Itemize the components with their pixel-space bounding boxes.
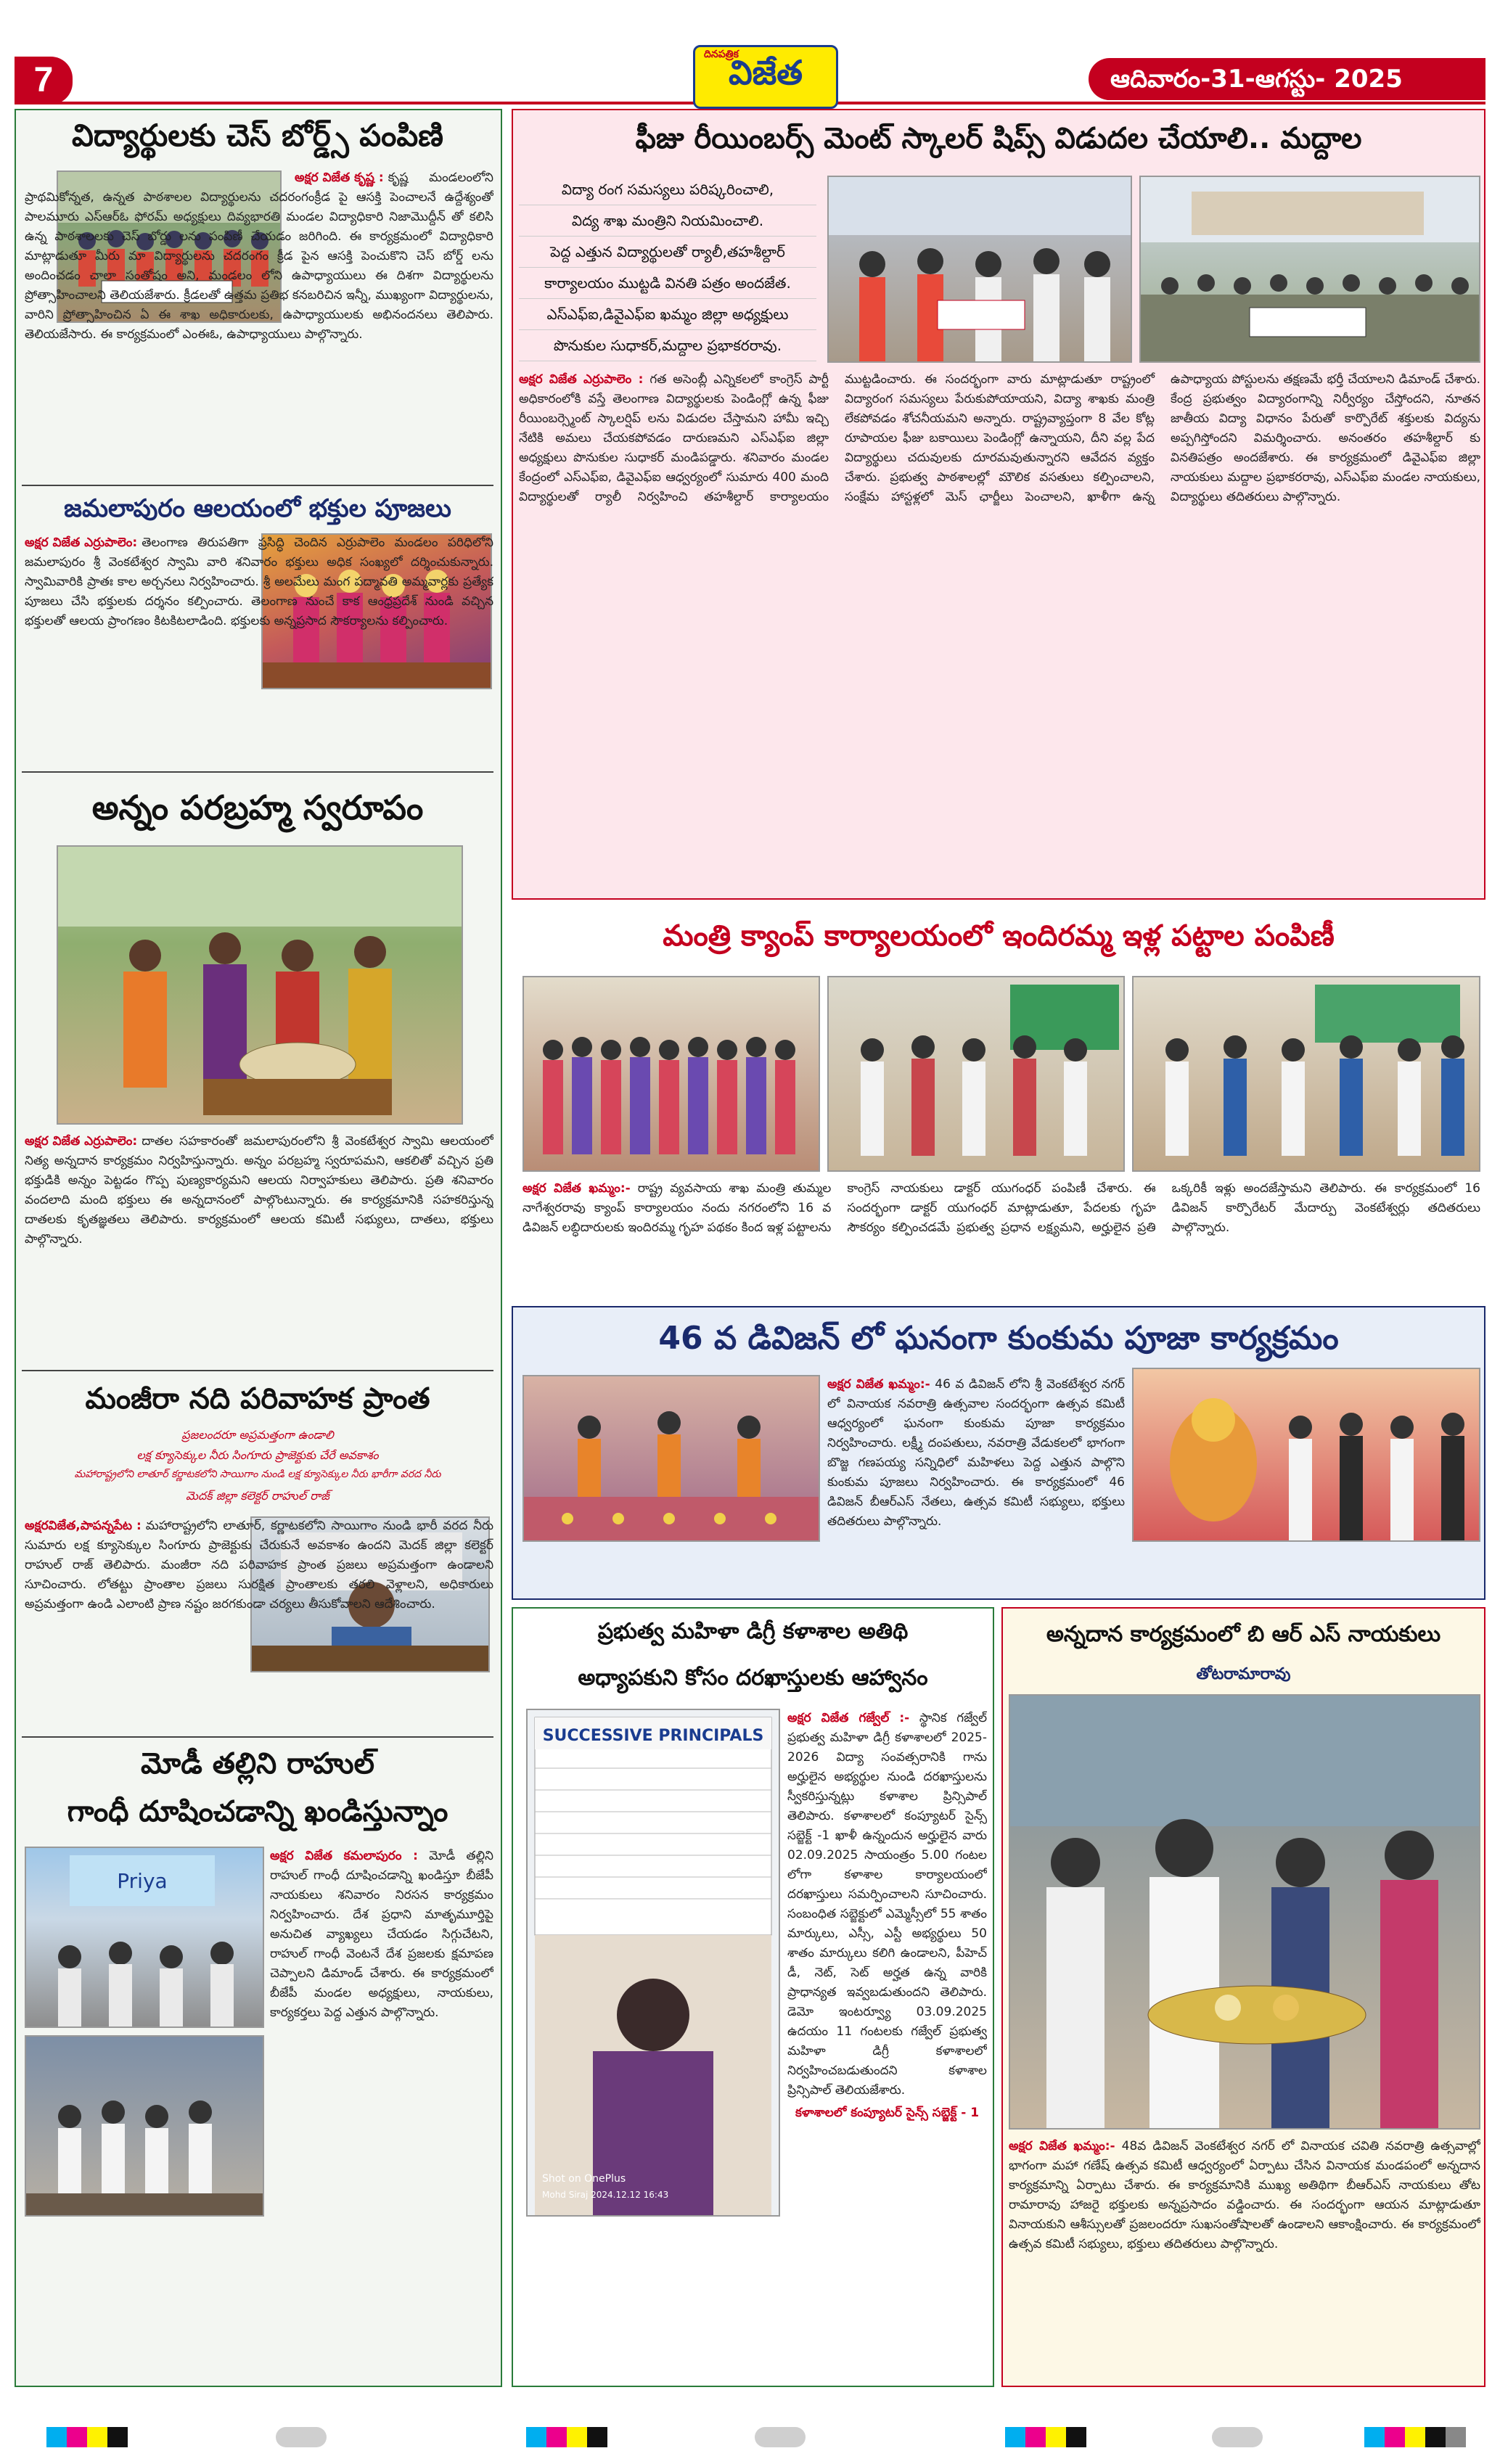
annam-body-text: దాతల సహకారంతో జమలాపురంలోని శ్రీ వెంకటేశ్వర స్వామి ఆలయంలో నిత్య అన్నదాన కార్యక్రమం నిర్వహిస్తున్నారు. అన్నం పరబ్రహ్మ స్వరూపమని, ఆకలితో వచ్చిన ప్రతి భక్తుడికి అన్నం పెట్టడం గొప్ప పుణ్యకార్యమని ఆలయ నిర్వాహకులు తెలిపారు. ప్రతి శనివారం వందలాది మంది భక్తులు ఈ అన్నదానంలో పాల్గొంటున్నారు. ఈ కార్యక్రమానికి సహకరిస్తున్న దాతలకు కృతజ్ఞతలు తెలిపారు. కార్యక్రమంలో ఆలయ కమిటీ సభ్యులు, దాతలు, భక్తులు పాల్గొన్నారు. — [25, 1134, 493, 1247]
degree-photo-illustration — [528, 1710, 779, 2215]
magenta-swatch — [1025, 2427, 1046, 2447]
page-number: 7 — [15, 57, 73, 104]
jamalapuram-byline: అక్షర విజేత ఎర్రుపాలెం: — [25, 535, 138, 550]
degree-headline-line-2: అధ్యాపకుని కోసం దరఖాస్తులకు ఆహ్వానం — [578, 1665, 928, 1691]
kumkuma-byline: అక్షర విజేత ఖమ్మం:- — [827, 1377, 930, 1392]
annam-photo-illustration — [58, 847, 462, 1123]
fees-photo-2-illustration — [1141, 177, 1479, 361]
kumkuma-body-text: 46 వ డివిజన్ లోని శ్రీ వెంకటేశ్వర నగర్ లో వినాయక నవరాత్రి ఉత్సవాల సందర్భంగా ఉత్సవ కమిటీ ఆధ్వర్యంలో ఘనంగా కుంకుమ పూజా కార్యక్రమం నిర్వహించారు. లక్ష్మీ దంపతులు, నవరాత్రి వేడుకలలో భాగంగా బొజ్జ గణపయ్య సన్నిధిలో మహిళలు పెద్ద ఎత్తున పాల్గొని కుంకుమ పూజలు నిర్వహించారు. ఈ కార్యక్రమంలో 46 డివిజన్ బీఆర్ఎస్ నేతలు, ఉత్సవ కమిటీ సభ్యులు, భక్తులు తదితరులు పాల్గొన్నారు. — [827, 1377, 1125, 1529]
masthead-logo — [693, 45, 838, 109]
indiramma-photo-1-illustration — [524, 977, 819, 1170]
black-swatch — [587, 2427, 607, 2447]
manjira-subtitle-2: లక్ష క్యూసెక్కుల నీరు సింగూరు ప్రాజెక్టుకు చేరే అవకాశం — [136, 1448, 379, 1462]
indiramma-photo-3 — [1132, 976, 1480, 1172]
cyan-swatch — [46, 2427, 67, 2447]
fees-bullet-5: ఎస్ఎఫ్ఐ,డివైఎఫ్ఐ ఖమ్మం జిల్లా అధ్యక్షులు — [519, 299, 816, 330]
modi-photo-1-illustration — [26, 1848, 263, 2026]
annadanam-headline: అన్నదాన కార్యక్రమంలో బి ఆర్ ఎస్ నాయకులు — [1046, 1622, 1441, 1647]
manjira-headline: మంజీరా నది పరివాహక ప్రాంత — [85, 1382, 430, 1416]
degree-body — [787, 1709, 987, 2376]
registration-pill-1 — [276, 2427, 327, 2447]
registration-marks-left — [46, 2427, 128, 2447]
yellow-swatch — [1405, 2427, 1425, 2447]
fees-byline: అక్షర విజేత ఎర్రుపాలెం : — [519, 372, 644, 387]
photo-watermark-line-1: Shot on OnePlus — [542, 2173, 626, 2185]
fees-bullet-6: పొనుకుల సుధాకర్,మద్దాల ప్రభాకరరావు. — [519, 330, 816, 361]
chess-byline: అక్షర విజేత కృష్ణ : — [295, 171, 384, 185]
divider-3 — [22, 1370, 493, 1371]
indiramma-photo-2 — [827, 976, 1125, 1172]
modi-body — [270, 1847, 493, 2383]
yellow-swatch — [1046, 2427, 1066, 2447]
degree-section-heading: కళాశాలలో కంప్యూటర్ సైన్స్ సబ్జెక్ట్ - 1 — [795, 2106, 980, 2120]
board-title: SUCCESSIVE PRINCIPALS — [542, 1727, 764, 1745]
fees-headline: ఫీజు రీయింబర్స్ మెంట్ స్కాలర్ షిప్స్ విడుదల చేయాలి.. మద్దాల — [635, 122, 1362, 155]
cyan-swatch — [1005, 2427, 1025, 2447]
issue-date: ఆదివారం-31-ఆగస్టు- 2025 — [1089, 58, 1485, 100]
degree-headline-line-1: ప్రభుత్వ మహిళా డిగ్రీ కళాశాల అతిథి — [597, 1619, 909, 1644]
annam-photo — [57, 845, 463, 1125]
degree-photo — [526, 1709, 780, 2217]
fees-bullets — [519, 174, 816, 363]
magenta-swatch — [1385, 2427, 1405, 2447]
annadanam-photo-illustration — [1010, 1696, 1479, 2128]
modi-photo-2 — [25, 2035, 264, 2217]
modi-headline-line-1: మోడీ తల్లిని రాహుల్ — [141, 1747, 374, 1781]
jamalapuram-headline: జమలాపురం ఆలయంలో భక్తుల పూజలు — [64, 494, 451, 523]
cyan-swatch — [1364, 2427, 1385, 2447]
modi-headline-line-2: గాంధీ దూషించడాన్ని ఖండిస్తున్నాం — [67, 1795, 448, 1828]
manjira-body-text: మహారాష్ట్రలోని లాతూర్, కర్ణాటకలోని సాయిగాం నుండి భారీ వరద నీరు సుమారు లక్ష క్యూసెక్కుల సింగూరు ప్రాజెక్టుకు చేరుకునే అవకాశం ఉందని మెదక్ జిల్లా కలెక్టర్ రాహుల్ రాజ్ తెలిపారు. మంజీరా నది పరివాహక ప్రాంత ప్రజలు అప్రమత్తంగా ఉండాలని సూచించారు. లోతట్టు ప్రాంతాల ప్రజలు సురక్షిత ప్రాంతాలకు తరలి వెళ్లాలని, అధికారులు అప్రమత్తంగా ఉండి ఎలాంటి ప్రాణ నష్టం జరగకుండా చర్యలు తీసుకోవాలని ఆదేశించారు. — [25, 1519, 493, 1611]
indiramma-photo-1 — [522, 976, 820, 1172]
magenta-swatch — [546, 2427, 567, 2447]
indiramma-headline: మంత్రి క్యాంప్ కార్యాలయంలో ఇందిరమ్మ ఇళ్ల పట్టాల పంపిణీ — [663, 919, 1335, 953]
divider-4 — [22, 1736, 493, 1738]
chess-body-text: కృష్ణ మండలంలోని ప్రాథమికోన్నత, ఉన్నత పాఠశాలల విద్యార్థులను చదరంగంక్రీడ పై ఆసక్తి పెంచాలనే ఉద్దేశ్యంతో పాలమూరు ఎస్ఆర్ఓ ఫోరమ్ అధ్యక్షులు దివ్యభారతి మండల విద్యాధికారి నిజామొద్దీన్ తో కలిసి ఉన్న పాఠశాలలకు చెస్ బోర్డు లను పంపిణీ చేయడం జరిగింది. ఈ కార్యక్రమంలో విద్యాధికారి మాట్లాడుతూ మీరు మా విద్యార్థులను చదరంగం క్రీడ పైన ఆసక్తి పెంచుకొని చెస్ బోర్డ్ లను అందించడం చాలా సంతోషం అని, మండలం లోని ఉపాధ్యాయులు ఈ దిశగా విద్యార్థులను ప్రోత్సాహించాలని తెలియజేశారు. క్రీడలతో ఉత్తమ ప్రతిభ కనబరిచిన ఇన్నీ, ముఖ్యంగా విద్యార్థులను, వారిని ప్రోత్సాహించిన ఏ ఈ శాఖ అధికారులకు, ఉపాధ్యాయులకు అభినందనలు తెలిపారు. తెలియజేసారు. ఈ కార్యక్రమంలో ఎంఈఓ, ఉపాధ్యాయులు పాల్గొన్నారు. — [25, 171, 493, 342]
registration-pill-3 — [1212, 2427, 1263, 2447]
annadanam-body — [1009, 2137, 1480, 2376]
logo-text: విజేత — [728, 53, 803, 92]
magenta-swatch — [67, 2427, 87, 2447]
degree-byline: అక్షర విజేత గజ్వేల్ :- — [787, 1711, 910, 1725]
manjira-byline: అక్షరవిజేత,పాపన్నపేట : — [25, 1519, 142, 1533]
black-swatch — [1425, 2427, 1446, 2447]
yellow-swatch — [567, 2427, 587, 2447]
manjira-subtitle-4: మెదక్ జిల్లా కలెక్టర్ రాహుల్ రాజ్ — [186, 1489, 329, 1503]
annadanam-photo — [1009, 1694, 1480, 2130]
chess-headline: విద్యార్థులకు చెస్ బోర్డ్స్ పంపిణి — [72, 118, 443, 153]
kumkuma-photo-1 — [522, 1375, 820, 1542]
gray-swatch — [1446, 2427, 1466, 2447]
registration-marks-center-left — [526, 2427, 607, 2447]
kumkuma-body — [827, 1375, 1125, 1593]
annadanam-byline: అక్షర విజేత ఖమ్మం:- — [1009, 2139, 1115, 2153]
modi-photo-1 — [25, 1847, 264, 2028]
black-swatch — [107, 2427, 128, 2447]
divider-2 — [22, 771, 493, 773]
registration-pill-2 — [755, 2427, 806, 2447]
registration-marks-center-right — [1005, 2427, 1086, 2447]
logo-tagline: దినపత్రిక — [704, 49, 739, 60]
kumkuma-photo-1-illustration — [524, 1376, 819, 1540]
indiramma-photo-3-illustration — [1134, 977, 1479, 1170]
fees-bullet-2: విద్య శాఖ మంత్రిని నియమించాలి. — [519, 205, 816, 237]
fees-photo-2 — [1139, 176, 1480, 363]
manjira-subtitle-1: ప్రజలందరూ అప్రమత్తంగా ఉండాలి — [181, 1428, 334, 1442]
modi-photo-2-illustration — [26, 2037, 263, 2215]
kumkuma-headline: 46 వ డివిజన్ లో ఘనంగా కుంకుమ పూజా కార్యక్రమం — [658, 1320, 1339, 1357]
fees-photo-1 — [827, 176, 1132, 363]
fees-body-text: గత అసెంబ్లీ ఎన్నికలలో కాంగ్రెస్ పార్టీ అధికారంలోకి వస్తే తెలంగాణ విద్యార్థులకు పెండింగ్లో ఉన్న ఫీజు రీయింబర్స్మెంట్ స్కాలర్షిప్ లను విడుదల చేస్తామని హామీ ఇచ్చి నేటికి అమలు చేయకపోవడం దారుణమని ఎస్ఎఫ్ఐ జిల్లా అధ్యక్షులు పొనుకుల సుధాకర్ మండిపడ్డారు. శనివారం మండల కేంద్రంలో ఎస్ఎఫ్ఐ, డివైఎఫ్ఐ ఆధ్వర్యంలో సుమారు 400 మంది విద్యార్థులతో ర్యాలీ నిర్వహించి తహశీల్దార్ కార్యాలయం ముట్టడించారు. ఈ సందర్భంగా వారు మాట్లాడుతూ రాష్ట్రంలో విద్యారంగ సమస్యలు పేరుకుపోయాయని, విద్యా శాఖకు మంత్రి లేకపోవడం శోచనీయమని అన్నారు. రాష్ట్రవ్యాప్తంగా 8 వేల కోట్ల రూపాయల ఫీజు బకాయిలు పెండింగ్లో ఉన్నాయని, దీని వల్ల పేద విద్యార్థులు చదువులకు దూరమవుతున్నారని ఆవేదన వ్యక్తం చేశారు. ప్రభుత్వ పాఠశాలల్లో మౌలిక వసతులు కల్పించాలని, సంక్షేమ హాస్టళ్లలో మెస్ ఛార్జీలు పెంచాలని, ఖాళీగా ఉన్న ఉపాధ్యాయ పోస్టులను తక్షణమే భర్తీ చేయాలని డిమాండ్ చేశారు. కేంద్ర ప్రభుత్వం విద్యారంగాన్ని నిర్వీర్యం చేస్తోందని, నూతన జాతీయ విద్యా విధానం పేరుతో కార్పొరేట్ శక్తులకు విద్యను అప్పగిస్తోందని విమర్శించారు. అనంతరం తహశీల్దార్ కు వినతిపత్రం అందజేశారు. ఈ కార్యక్రమంలో డివైఎఫ్ఐ జిల్లా నాయకులు మద్దాల ప్రభాకరరావు, ఎస్ఎఫ్ఐ మండల నాయకులు, విద్యార్థులు తదితరులు పాల్గొన్నారు. — [519, 372, 1480, 504]
manjira-body — [25, 1516, 493, 1734]
jamalapuram-body-text: తెలంగాణ తిరుపతిగా ప్రసిద్ధి చెందిన ఎర్రుపాలెం మండలం పరిధిలోని జమలాపురం శ్రీ వెంకటేశ్వర స్వామి వారి శనివారం భక్తులు అధిక సంఖ్యలో దర్శించుకున్నారు. స్వామివారికి ప్రాతః కాల అర్చనలు నిర్వహించారు. శ్రీ అలమేలు మంగ పద్మావతి అమ్మవార్లకు ప్రత్యేక పూజలు చేసి భక్తులకు దర్శనం కల్పించారు. తెలంగాణ నుంచే కాక ఆంధ్రప్రదేశ్ నుండి వచ్చిన భక్తులతో ఆలయ ప్రాంగణం కిటకిటలాడింది. భక్తులకు అన్నప్రసాద సౌకర్యాలను కల్పించారు. — [25, 535, 493, 628]
fees-bullet-3: పెద్ద ఎత్తున విద్యార్థులతో ర్యాలీ,తహశీల్దార్ — [519, 237, 816, 268]
black-swatch — [1066, 2427, 1086, 2447]
svg-text:Priya: Priya — [117, 1869, 168, 1893]
annam-byline: అక్షర విజేత ఎర్రుపాలెం: — [25, 1134, 138, 1149]
annadanam-subtitle: తోటరామారావు — [1196, 1665, 1291, 1683]
divider-1 — [22, 485, 493, 486]
annam-headline: అన్నం పరబ్రహ్మ స్వరూపం — [91, 788, 424, 827]
fees-photo-1-illustration — [829, 177, 1131, 361]
indiramma-byline: అక్షర విజేత ఖమ్మం:- — [522, 1181, 631, 1196]
chess-body — [25, 168, 493, 480]
fees-bullet-4: కార్యాలయం ముట్టడి వినతి పత్రం అందజేత. — [519, 268, 816, 299]
degree-body-text: స్థానిక గజ్వేల్ ప్రభుత్వ మహిళా డిగ్రీ కళాశాలలో 2025-2026 విద్యా సంవత్సరానికి గాను అర్హులైన అభ్యర్థుల నుండి దరఖాస్తులను స్వీకరిస్తున్నట్లు కళాశాల ప్రిన్సిపాల్ తెలిపారు. కళాశాలలో కంప్యూటర్ సైన్స్ సబ్జెక్ట్ -1 ఖాళీ ఉన్నందున అర్హులైన వారు 02.09.2025 సాయంత్రం 5.00 గంటల లోగా కళాశాల కార్యాలయంలో దరఖాస్తులు సమర్పించాలని సూచించారు. సంబంధిత సబ్జెక్టులో ఎమ్మెస్సీలో 55 శాతం మార్కులు, ఎస్సీ, ఎస్టీ అభ్యర్థులు 50 శాతం మార్కులు కలిగి ఉండాలని, పీహెచ్ డీ, నెట్, సెట్ అర్హత ఉన్న వారికి ప్రాధాన్యత ఇవ్వబడుతుందని తెలిపారు. డెమో ఇంటర్వ్యూ 03.09.2025 ఉదయం 11 గంటలకు గజ్వేల్ ప్రభుత్వ మహిళా డిగ్రీ కళాశాలలో నిర్వహించబడుతుందని కళాశాల ప్రిన్సిపాల్ తెలియజేశారు. — [787, 1711, 987, 2098]
jamalapuram-body — [25, 533, 493, 769]
kumkuma-photo-2 — [1132, 1368, 1480, 1542]
fees-body — [519, 370, 1480, 892]
kumkuma-photo-2-illustration — [1134, 1369, 1479, 1540]
registration-marks-right — [1364, 2427, 1466, 2447]
annadanam-body-text: 48వ డివిజన్ వెంకటేశ్వర నగర్ లో వినాయక చవితి నవరాత్రి ఉత్సవాల్లో భాగంగా మహా గణేష్ ఉత్సవ కమిటీ ఆధ్వర్యంలో ఏర్పాటు చేసిన వినాయక మండపంలో అన్నదాన కార్యక్రమాన్ని ఏర్పాటు చేశారు. ఈ కార్యక్రమానికి ముఖ్య అతిథిగా బీఆర్ఎస్ నాయకులు తోట రామారావు హాజరై భక్తులకు అన్నప్రసాదం వడ్డించారు. ఈ సందర్భంగా ఆయన మాట్లాడుతూ వినాయకుని ఆశీస్సులతో ప్రజలందరూ సుఖసంతోషాలతో ఉండాలని ఆకాంక్షించారు. ఈ కార్యక్రమంలో ఉత్సవ కమిటీ సభ్యులు, భక్తులు తదితరులు పాల్గొన్నారు. — [1009, 2139, 1480, 2251]
fees-bullet-1: విద్యా రంగ సమస్యలు పరిష్కరించాలి, — [519, 174, 816, 205]
cyan-swatch — [526, 2427, 546, 2447]
photo-watermark-line-2: Mohd Siraj 2024.12.12 16:43 — [542, 2190, 669, 2200]
indiramma-body-text: రాష్ట్ర వ్యవసాయ శాఖ మంత్రి తుమ్మల నాగేశ్వరరావు క్యాంప్ కార్యాలయం నందు నగరంలోని 16 వ డివిజన్ లబ్ధిదారులకు ఇందిరమ్మ గృహ పథకం కింద ఇళ్ల పట్టాలను కాంగ్రెస్ నాయకులు డాక్టర్ యుగంధర్ పంపిణీ చేశారు. ఈ సందర్భంగా డాక్టర్ యుగంధర్ మాట్లాడుతూ, పేదలకు గృహ సౌకర్యం కల్పించడమే ప్రభుత్వ ప్రధాన లక్ష్యమని, అర్హులైన ప్రతి ఒక్కరికీ ఇళ్లు అందజేస్తామని తెలిపారు. ఈ కార్యక్రమంలో 16 డివిజన్ కార్పొరేటర్ మేదార్పు వెంకటేశ్వర్లు తదితరులు పాల్గొన్నారు. — [522, 1181, 1480, 1235]
manjira-subtitle-3: మహారాష్ట్రలోని లాతూర్ కర్ణాటకలోని సాయిగాం నుండి లక్ష క్యూసెక్కుల నీరు భారీగా వరద నీరు — [74, 1469, 441, 1480]
indiramma-body — [522, 1179, 1480, 1302]
yellow-swatch — [87, 2427, 107, 2447]
modi-body-text: మోడీ తల్లిని రాహుల్ గాంధీ దూషించడాన్ని ఖండిస్తూ బీజేపీ నాయకులు శనివారం నిరసన కార్యక్రమం నిర్వహించారు. దేశ ప్రధాని మాతృమూర్తిపై అనుచిత వ్యాఖ్యలు చేయడం సిగ్గుచేటని, రాహుల్ గాంధీ వెంటనే దేశ ప్రజలకు క్షమాపణ చెప్పాలని డిమాండ్ చేశారు. ఈ కార్యక్రమంలో బీజేపీ మండల అధ్యక్షులు, నాయకులు, కార్యకర్తలు పెద్ద ఎత్తున పాల్గొన్నారు. — [270, 1849, 493, 2020]
annam-body — [25, 1132, 493, 1368]
modi-byline: అక్షర విజేత కమలాపురం : — [270, 1849, 418, 1863]
indiramma-photo-2-illustration — [829, 977, 1123, 1170]
